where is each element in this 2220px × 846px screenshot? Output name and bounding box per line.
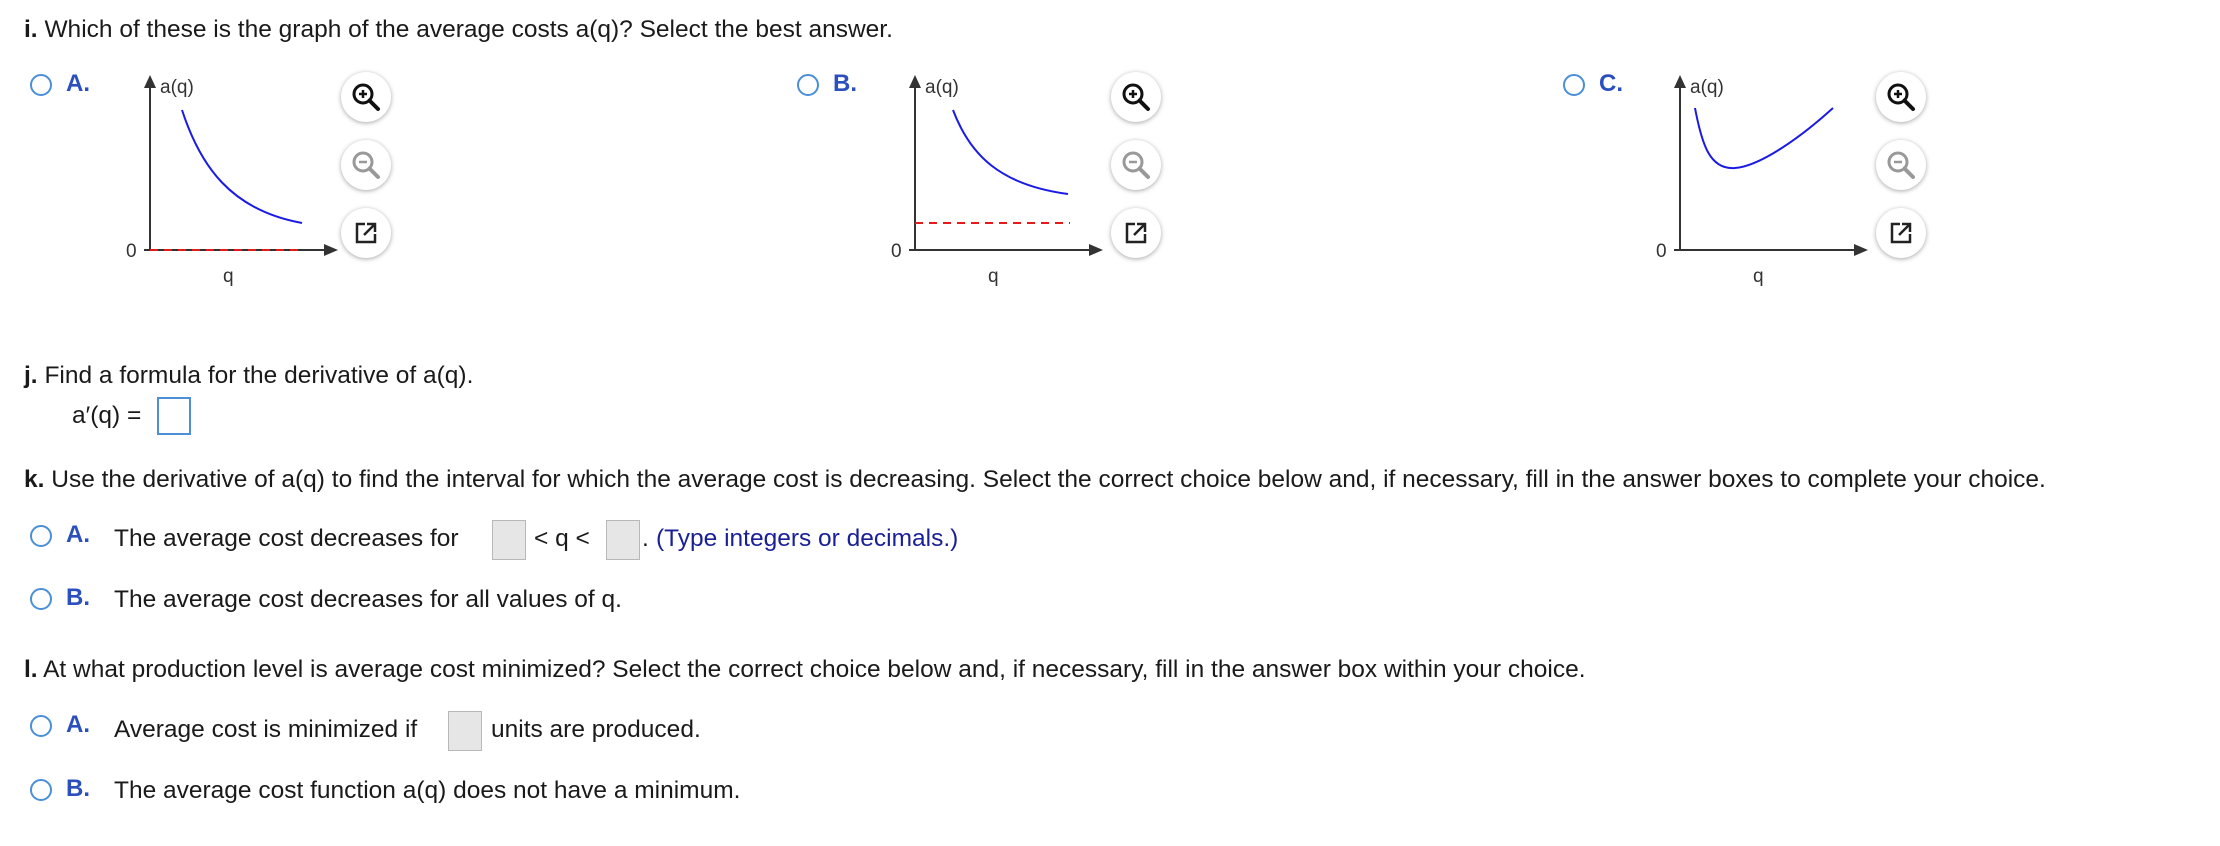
option-k-a-end: . (642, 525, 649, 552)
popout-button-a[interactable] (341, 208, 391, 258)
option-k-a-hint: (Type integers or decimals.) (656, 525, 959, 552)
zoom-out-button-a[interactable] (341, 140, 391, 190)
radio-k-a[interactable] (30, 525, 52, 547)
option-k-b-text: The average cost decreases for all values of q. (114, 586, 622, 613)
popout-icon (1122, 219, 1150, 247)
question-k (24, 466, 2046, 494)
question-j-text: Find a formula for the derivative of a(q). (44, 362, 474, 389)
option-l-a-end: units are produced. (491, 716, 701, 743)
zoom-out-icon (1885, 149, 1917, 181)
graph-b-zero-label: 0 (891, 241, 902, 262)
derivative-formula-label: a′(q) = (72, 402, 142, 429)
question-l-letter: l. (24, 656, 38, 683)
question-i-letter: i. (24, 16, 38, 43)
option-k-b-letter: B. (66, 584, 90, 611)
graph-a-x-label: q (223, 266, 234, 287)
graph-a-zero-label: 0 (126, 241, 137, 262)
graph-option-a (120, 70, 350, 300)
popout-button-b[interactable] (1111, 208, 1161, 258)
zoom-in-button-c[interactable] (1876, 72, 1926, 122)
question-k-letter: k. (24, 466, 45, 493)
zoom-in-button-a[interactable] (341, 72, 391, 122)
option-k-a-text: The average cost decreases for (114, 525, 459, 552)
zoom-in-button-b[interactable] (1111, 72, 1161, 122)
question-k-text: Use the derivative of a(q) to find the interval for which the average cost is decreasing. Select the correct choice below and, if necessary, fill in the answer boxes to complete your choice. (51, 466, 2046, 493)
option-i-a-letter: A. (66, 70, 90, 97)
graph-c-curve (1695, 108, 1833, 168)
question-i (24, 16, 893, 44)
graph-c-y-label: a(q) (1690, 77, 1724, 98)
graph-b-curve (953, 110, 1068, 194)
option-l-b-letter: B. (66, 775, 90, 802)
radio-l-a[interactable] (30, 715, 52, 737)
radio-i-a[interactable] (30, 74, 52, 96)
zoom-out-icon (350, 149, 382, 181)
interval-upper-box[interactable] (606, 520, 640, 560)
radio-l-b[interactable] (30, 779, 52, 801)
derivative-answer-box[interactable] (157, 397, 191, 435)
popout-icon (1887, 219, 1915, 247)
graph-option-b (885, 70, 1115, 300)
option-k-a-letter: A. (66, 521, 90, 548)
interval-lower-box[interactable] (492, 520, 526, 560)
question-i-text: Which of these is the graph of the average costs a(q)? Select the best answer. (44, 16, 893, 43)
graph-c-x-label: q (1753, 266, 1764, 287)
zoom-in-icon (1885, 81, 1917, 113)
popout-button-c[interactable] (1876, 208, 1926, 258)
option-k-a-middle: < q < (534, 525, 590, 552)
zoom-out-button-b[interactable] (1111, 140, 1161, 190)
minimum-units-box[interactable] (448, 711, 482, 751)
popout-icon (352, 219, 380, 247)
option-i-b-letter: B. (833, 70, 857, 97)
graph-c-zero-label: 0 (1656, 241, 1667, 262)
zoom-in-icon (350, 81, 382, 113)
radio-i-b[interactable] (797, 74, 819, 96)
zoom-out-icon (1120, 149, 1152, 181)
option-l-a-text: Average cost is minimized if (114, 716, 418, 743)
zoom-out-button-c[interactable] (1876, 140, 1926, 190)
option-l-a-letter: A. (66, 711, 90, 738)
option-l-b-text: The average cost function a(q) does not have a minimum. (114, 777, 741, 804)
question-l (24, 656, 1586, 684)
radio-i-c[interactable] (1563, 74, 1585, 96)
radio-k-b[interactable] (30, 588, 52, 610)
graph-b-y-label: a(q) (925, 77, 959, 98)
graph-option-c (1650, 70, 1880, 300)
option-i-c-letter: C. (1599, 70, 1623, 97)
zoom-in-icon (1120, 81, 1152, 113)
graph-a-y-label: a(q) (160, 77, 194, 98)
question-j-letter: j. (24, 362, 38, 389)
graph-a-curve (182, 110, 302, 223)
graph-b-x-label: q (988, 266, 999, 287)
question-j (24, 362, 473, 390)
question-l-text: At what production level is average cost minimized? Select the correct choice below and, if necessary, fill in the answer box within your choice. (43, 656, 1586, 683)
